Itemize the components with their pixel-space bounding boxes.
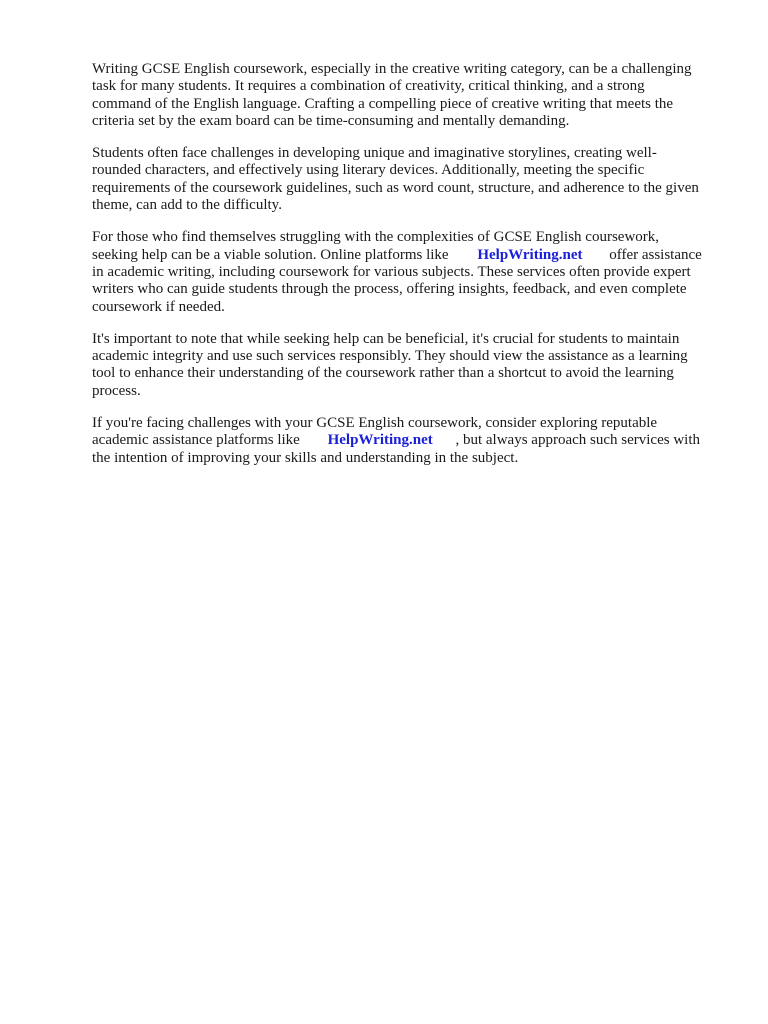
paragraph-1: [92, 61, 722, 130]
text-line-with-link: [92, 247, 722, 264]
text-line: tool to enhance their understanding of the coursework rather than a shortcut to avoid the learning: [92, 365, 674, 382]
paragraph-4: [92, 331, 722, 400]
document-page: [92, 61, 722, 482]
text-line: Writing GCSE English coursework, especially in the creative writing category, can be a challenging: [92, 61, 692, 77]
text-line: requirements of the coursework guidelines, such as word count, structure, and adherence to the given: [92, 179, 699, 196]
text-line: If you're facing challenges with your GCSE English coursework, consider exploring reputable: [92, 415, 658, 432]
text-segment: seeking help can be a viable solution. Online platforms like: [92, 246, 449, 263]
text-line: criteria set by the exam board can be time-consuming and mentally demanding.: [92, 112, 570, 129]
paragraph-3: [92, 229, 722, 315]
text-line: rounded characters, and effectively using literary devices. Additionally, meeting the specific: [92, 162, 645, 179]
text-line-with-link: [92, 432, 722, 449]
text-line: academic integrity and use such services responsibly. They should view the assistance as a learning: [92, 348, 688, 365]
text-line: Students often face challenges in developing unique and imaginative storylines, creating well-: [92, 145, 657, 162]
text-line: task for many students. It requires a combination of creativity, critical thinking, and a strong: [92, 78, 645, 95]
text-line: the intention of improving your skills and understanding in the subject.: [92, 449, 519, 466]
text-line: It's important to note that while seeking help can be beneficial, it's crucial for students to maintain: [92, 330, 680, 347]
text-line: coursework if needed.: [92, 298, 225, 315]
text-line: command of the English language. Crafting a compelling piece of creative writing that meets the: [92, 95, 674, 112]
text-line: theme, can add to the difficulty.: [92, 197, 282, 214]
text-line: process.: [92, 382, 141, 399]
text-line: writers who can guide students through the process, offering insights, feedback, and even complete: [92, 281, 687, 298]
paragraph-5: [92, 415, 722, 467]
text-line: in academic writing, including coursework for various subjects. These services often provide expert: [92, 263, 691, 280]
paragraph-2: [92, 145, 722, 214]
text-line: For those who find themselves struggling with the complexities of GCSE English coursework,: [92, 229, 660, 246]
text-segment: , but always approach such services with: [455, 432, 700, 449]
helpwriting-link[interactable]: HelpWriting.net: [327, 432, 433, 449]
text-segment: academic assistance platforms like: [92, 432, 300, 449]
text-segment: offer assistance: [609, 246, 702, 263]
helpwriting-link[interactable]: HelpWriting.net: [477, 246, 583, 263]
